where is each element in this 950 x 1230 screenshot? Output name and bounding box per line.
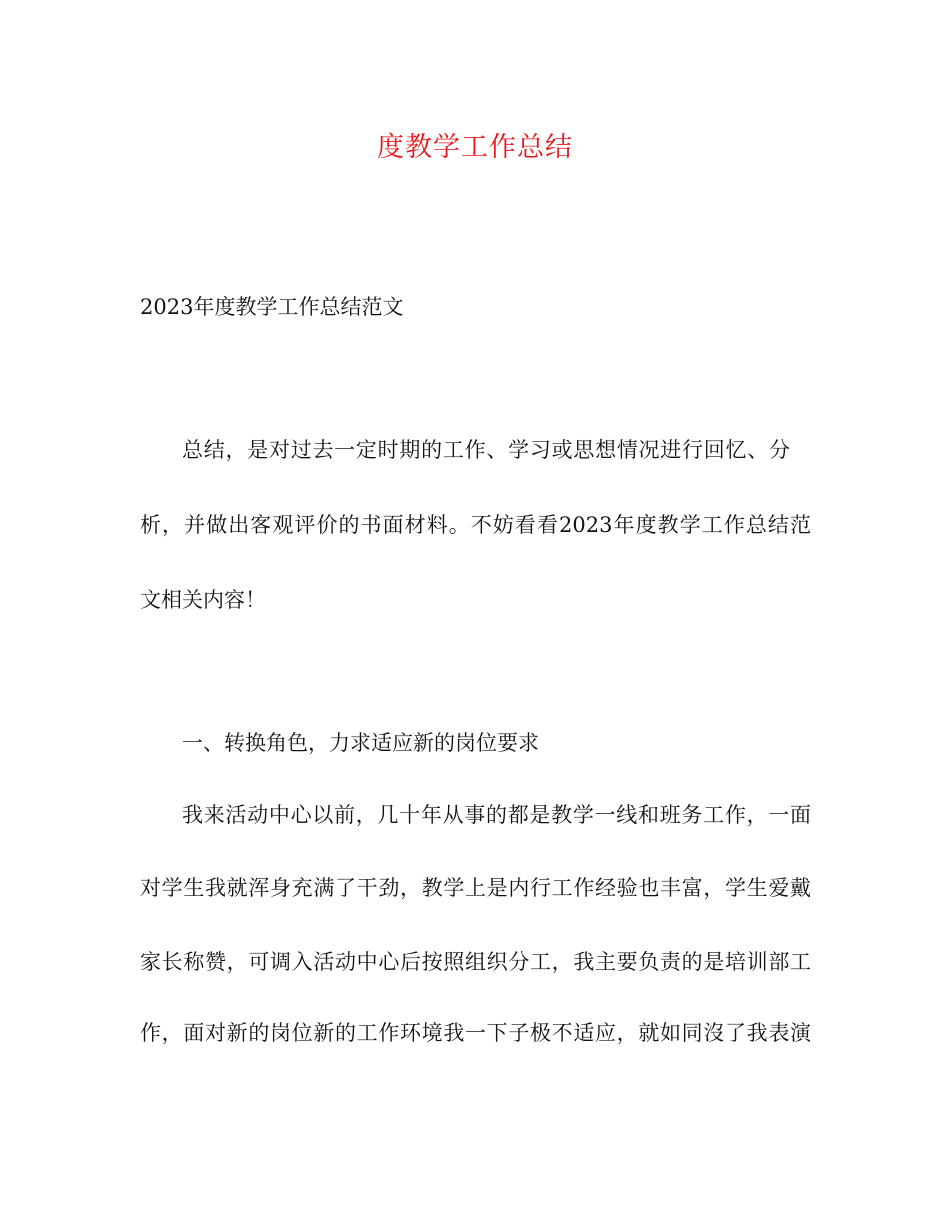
intro-line: 文相关内容！ xyxy=(140,588,266,612)
intro-line: 析，并做出客观评价的书面材料。不妨看看2023年度教学工作总结范 xyxy=(140,513,811,537)
document-subtitle: 2023年度教学工作总结范文 xyxy=(140,295,404,319)
body-line: 作，面对新的岗位新的工作环境我一下子极不适应，就如同沒了我表演 xyxy=(140,1021,811,1045)
body-line: 对学生我就浑身充满了干劲，教学上是内行工作经验也丰富，学生爱戴 xyxy=(140,876,811,900)
section-heading: 一、转换角色，力求适应新的岗位要求 xyxy=(182,731,539,755)
intro-line: 总结，是对过去一定时期的工作、学习或思想情况进行回忆、分 xyxy=(182,438,790,462)
body-line: 家长称赞，可调入活动中心后按照组织分工，我主要负责的是培训部工 xyxy=(140,950,811,974)
document-title: 度教学工作总结 xyxy=(377,132,573,163)
body-line: 我来活动中心以前，几十年从事的都是教学一线和班务工作，一面 xyxy=(182,803,811,827)
